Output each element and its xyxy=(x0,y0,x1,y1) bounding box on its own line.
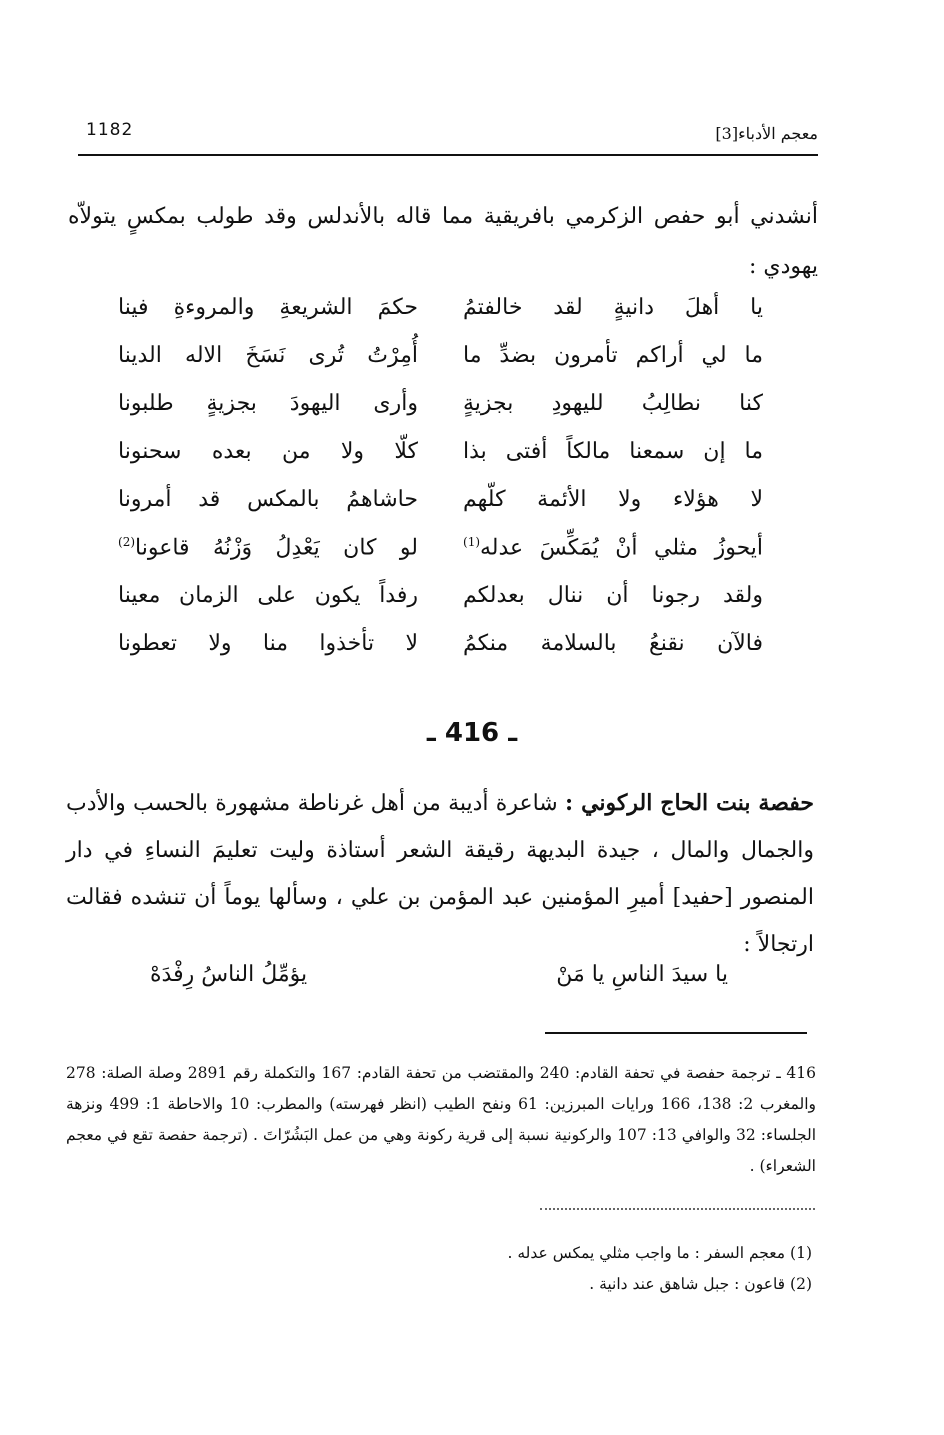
footnote-marker: (1) xyxy=(463,535,481,549)
entry-number: ـ 416 ـ xyxy=(426,718,518,748)
verse-line xyxy=(118,391,763,439)
verse-first-hemistich: يا أهلَ دانيةٍ لقد خالفتمُ xyxy=(463,295,763,320)
verse-text: أيحوزُ مثلي أنْ يُمَكِّسَ عدله xyxy=(480,535,763,561)
verse-first-hemistich: ما لي أراكم تأمرون بضدِّ ما xyxy=(463,343,763,368)
verse-first-hemistich: كنا نطالِبُ لليهودِ بجزيةٍ xyxy=(463,391,763,416)
verse-first-hemistich: لا هؤلاء ولا الأئمة كلّهم xyxy=(463,487,763,512)
verse-second-hemistich xyxy=(118,535,418,560)
verse-first-hemistich xyxy=(463,535,763,560)
verse-second-hemistich: أُمِرْتُ تُرى نَسَخَ الاله الدينا xyxy=(118,343,418,368)
poem xyxy=(118,295,763,679)
intro-paragraph: أنشدني أبو حفص الزكرمي بافريقية مما قاله بالأندلس وقد طولب بمكسٍ يتولاّه يهودي : xyxy=(68,204,818,279)
note-item: (1) معجم السفر : ما واجب مثلي يمكس عدله . xyxy=(507,1244,812,1262)
verse-first-hemistich: ولقد رجونا أن ننال بعدلكم xyxy=(463,583,763,608)
footnote-marker: (2) xyxy=(118,535,136,549)
verse-first-hemistich: يا سيدَ الناسِ يا مَنْ xyxy=(556,962,728,987)
verse-second-hemistich: وأرى اليهودَ بجزيةٍ طلبونا xyxy=(118,391,418,416)
verse-second-hemistich: لا تأخذوا منا ولا تعطونا xyxy=(118,631,418,656)
verse-line xyxy=(118,295,763,343)
notes-separator xyxy=(540,1208,815,1210)
notes xyxy=(362,1238,812,1300)
entry-name: حفصة بنت الحاج الركوني : xyxy=(565,790,814,816)
entry-paragraph xyxy=(66,780,814,968)
verse-second-hemistich: حاشاهمُ بالمكس قد أمرونا xyxy=(118,487,418,512)
verse-line xyxy=(118,439,763,487)
running-head: معجم الأدباء[3] xyxy=(715,124,818,143)
footnote-text: 416 ـ ترجمة حفصة في تحفة القادم: 240 والمقتضب من تحفة القادم: 167 والتكملة رقم 2891 وصلة الصلة: 278 والمغرب 2: 138، 166 ورايات المبرزين: 61 ونفح الطيب (انظر فهرسته) والمطرب: 10 والاحاطة 1: 499 ونزهة الجلساء: 32 والوافي 13: 107 والركونية نسبة إلى قرية ركونة وهي من عمل البَشُرّاتَ . (ترجمة حفصة تقع في معجم الشعراء) . xyxy=(66,1064,817,1175)
verse-line xyxy=(118,631,763,679)
verse-second-hemistich: رفداً يكون على الزمان معينا xyxy=(118,583,418,608)
header-rule xyxy=(78,154,818,156)
page-header xyxy=(78,118,818,158)
entry-verse xyxy=(150,962,728,987)
verse-text: لو كان يَعْدِلُ وَزْنُهُ قاعونا xyxy=(135,535,418,561)
entry-bio: شاعرة أديبة من أهل غرناطة مشهورة بالحسب والأدب والجمال والمال ، جيدة البديهة رقيقة الشعر أستاذة وليت تعليمَ النساءِ في دار المنصور [حفيد] أميرِ المؤمنين عبد المؤمن بن علي ، وسألها يوماً أن تنشده فقالت ارتجالاً : xyxy=(66,791,814,957)
verse-line xyxy=(118,583,763,631)
verse-second-hemistich: حكمَ الشريعةِ والمروءةِ فينا xyxy=(118,295,418,320)
verse-line xyxy=(118,343,763,391)
verse-first-hemistich: فالآن نقنعُ بالسلامة منكمُ xyxy=(463,631,763,656)
footnote-rule xyxy=(545,1032,807,1034)
verse-first-hemistich: ما إن سمعنا مالكاً أفتى بذا xyxy=(463,439,763,464)
verse-line xyxy=(118,535,763,583)
note-item: (2) قاعون : جبل شاهق عند دانية . xyxy=(589,1275,812,1293)
verse-line xyxy=(118,487,763,535)
verse-second-hemistich: يؤمِّلُ الناسُ رِفْدَهْ xyxy=(150,962,308,987)
verse-second-hemistich: كلّا ولا من بعده سحنونا xyxy=(118,439,418,464)
page-number: 1182 xyxy=(86,120,134,140)
